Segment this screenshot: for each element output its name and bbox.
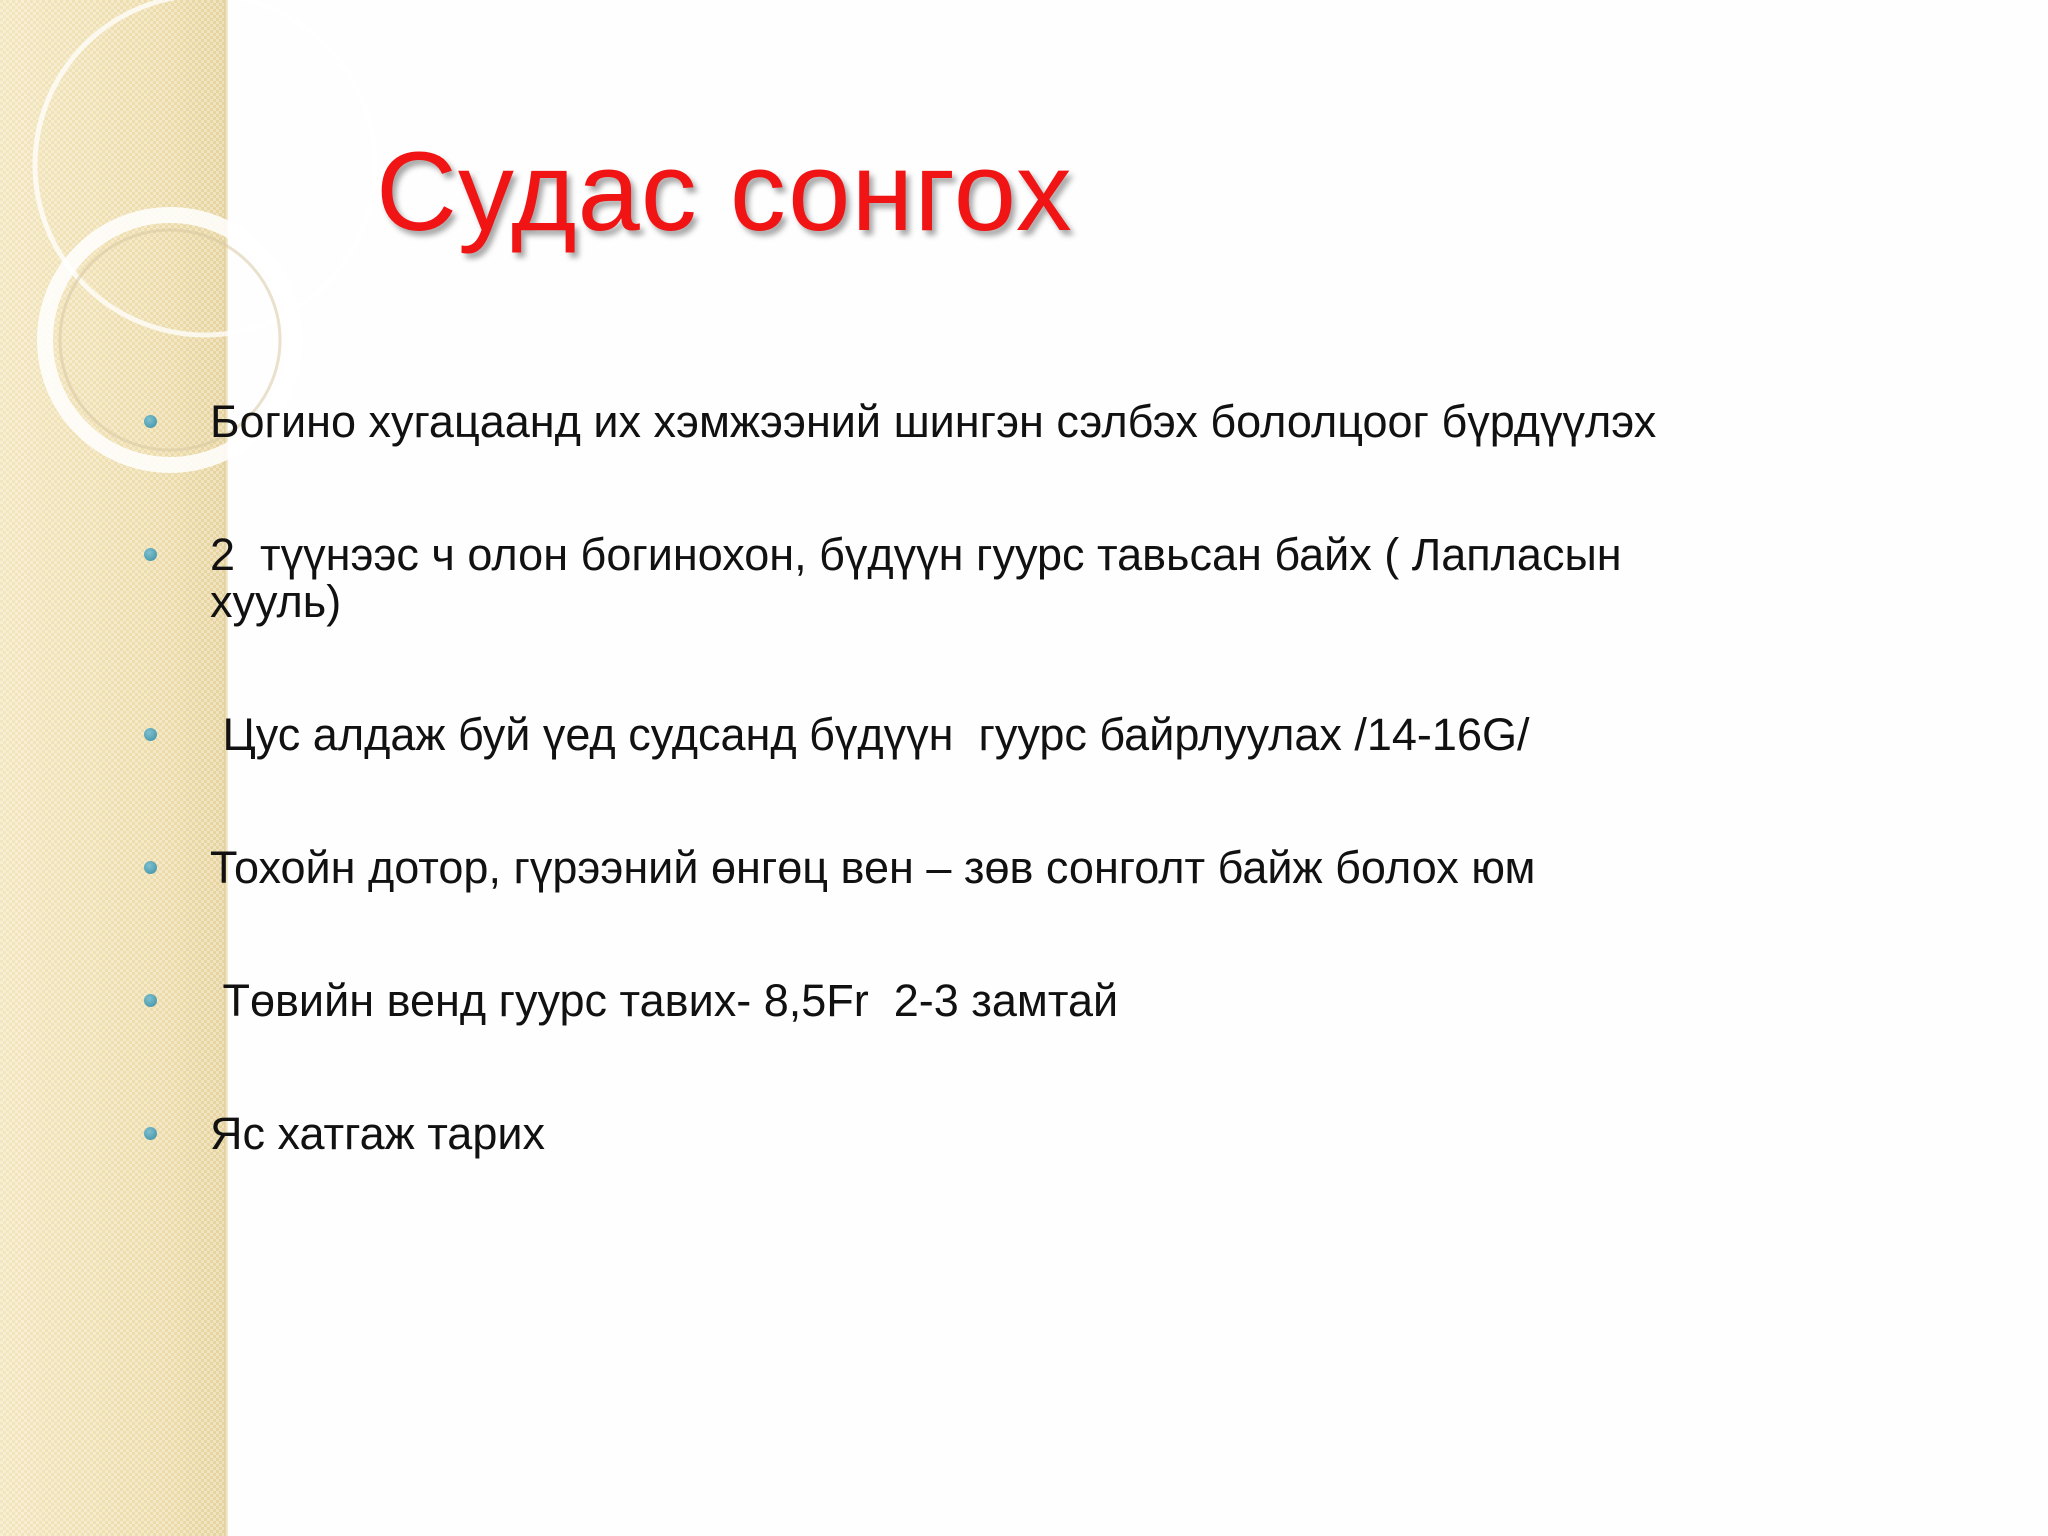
slide-title: Судас сонгох [376, 129, 1073, 254]
bullet-text: Тохойн дотор, гүрээний өнгөц вен – зөв сонголт байж болох юм [210, 842, 1536, 893]
bullet-text: 2 түүнээс ч олон богинохон, бүдүүн гуурс тавьсан байх ( Лапласын хууль) [210, 529, 1635, 627]
bullet-text: Богино хугацаанд их хэмжээний шингэн сэлбэх бололцоог бүрдүүлэх [210, 396, 1657, 447]
bullet-dot-icon [144, 548, 157, 561]
bullet-dot-icon [144, 994, 157, 1007]
bullet-dot-icon [144, 1127, 157, 1140]
bullet-list [140, 398, 1660, 1243]
list-item [140, 844, 1660, 891]
list-item [140, 711, 1660, 758]
bullet-dot-icon [144, 728, 157, 741]
bullet-text: Цус алдаж буй үед судсанд бүдүүн гуурс байрлуулах /14-16G/ [210, 709, 1530, 760]
bullet-dot-icon [144, 415, 157, 428]
list-item [140, 977, 1660, 1024]
bullet-text: Төвийн венд гуурс тавих- 8,5Fr 2-3 замтай [210, 975, 1119, 1026]
bullet-dot-icon [144, 861, 157, 874]
bullet-text: Яс хатгаж тарих [210, 1108, 545, 1159]
list-item [140, 398, 1660, 445]
list-item [140, 1110, 1660, 1157]
list-item [140, 531, 1660, 625]
